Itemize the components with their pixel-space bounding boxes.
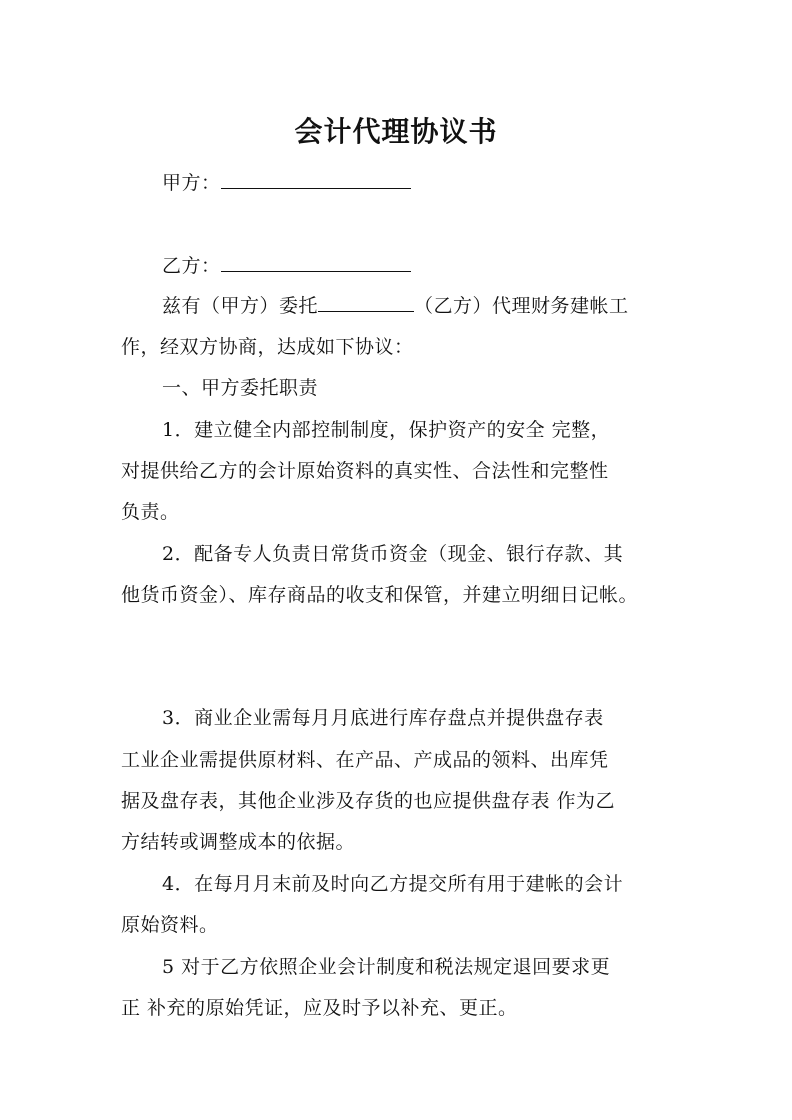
- party-a-label: 甲方：: [162, 172, 221, 194]
- item1-line1: 1．建立健全内部控制制度，保护资产的安全 完整，: [162, 419, 611, 441]
- intro-line-1: [162, 293, 629, 318]
- item4-line2: 原始资料。: [121, 914, 219, 936]
- item3-line2: 工业企业需提供原材料、在产品、产成品的领料、出库凭: [121, 749, 609, 771]
- agent-blank: [318, 293, 414, 312]
- party-a-line: [162, 170, 411, 195]
- item1-line3: 负责。: [121, 501, 180, 523]
- party-b-blank: [221, 253, 411, 272]
- item5-line1: 5 对于乙方依照企业会计制度和税法规定退回要求更: [162, 956, 611, 978]
- document-title: 会计代理协议书: [294, 115, 498, 148]
- party-a-blank: [221, 170, 411, 189]
- section1-heading: 一、甲方委托职责: [162, 377, 319, 399]
- intro-text-b: （乙方）代理财务建帐工: [414, 295, 629, 317]
- item3-line4: 方结转或调整成本的依据。: [121, 831, 356, 853]
- item5-line2: 正 补充的原始凭证，应及时予以补充、更正。: [121, 997, 518, 1019]
- item3-line3: 据及盘存表，其他企业涉及存货的也应提供盘存表 作为乙: [121, 790, 616, 812]
- party-b-label: 乙方：: [162, 255, 221, 277]
- item1-line2: 对提供给乙方的会计原始资料的真实性、合法性和完整性: [121, 460, 609, 482]
- item2-line2: 他货币资金）、库存商品的收支和保管，并建立明细日记帐。: [121, 584, 639, 606]
- party-b-line: [162, 253, 411, 278]
- item2-line1: 2．配备专人负责日常货币资金（现金、银行存款、其: [162, 543, 624, 565]
- intro-text-a: 兹有（甲方）委托: [162, 295, 319, 317]
- item4-line1: 4．在每月月末前及时向乙方提交所有用于建帐的会计: [162, 873, 624, 895]
- intro-line-2: 作，经双方协商，达成如下协议：: [121, 336, 414, 358]
- item3-line1: 3．商业企业需每月月底进行库存盘点并提供盘存表: [162, 707, 604, 729]
